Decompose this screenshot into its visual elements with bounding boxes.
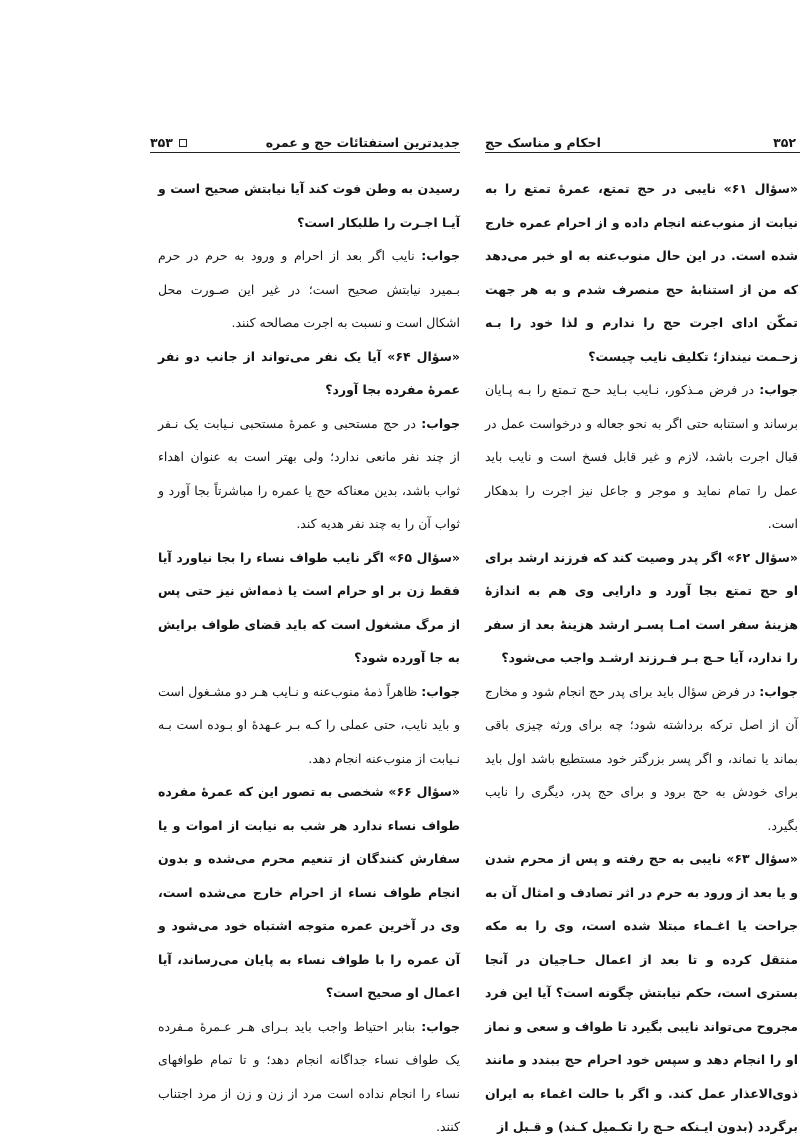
answer-paragraph [158, 675, 460, 776]
question-paragraph: «سؤال ۶۲» اگر پدر وصیت کند که فرزند ارشد برای او حج تمتع بجا آورد و دارایی وی هم به اندازهٔ هزینهٔ سفر است امـا پسـر ارشد هزینهٔ بعد از سفر را ندارد، آیا حـج بـر فـرزند ارشـد واجب می‌شود؟ [485, 549, 798, 665]
answer-paragraph [158, 1010, 460, 1144]
answer-text: در فرض مـذکور، نـایب بـاید حـج تـمتع را بـه پـایان برساند و استنابه حتی اگر به نحو جعاله و درخواست عمل در قبال اجرت باشد، لازم و غیر قابل فسخ است و نایب باید عمل را تمام نماید و موجر و جاعل نیز اجرت را بدهکار است. [485, 382, 798, 531]
left-header-title: جدیدترین استفتائات حج و عمره [265, 135, 460, 150]
answer-text: بنابر احتیاط واجب باید بـرای هـر عـمرهٔ مـفرده یک طواف نساء جداگانه انجام دهد؛ و تا تمام طوافهای نساء را انجام نداده است مرد از زن و زن از مرد اجتناب کنند. [158, 1018, 460, 1134]
answer-paragraph [158, 407, 460, 541]
right-header-title: احکام و مناسک حج [485, 135, 601, 150]
answer-label: جواب: [421, 1018, 460, 1034]
right-page-number: ۳۵۲ [773, 135, 796, 150]
question-paragraph: «سؤال ۶۵» اگر نایب طواف نساء را بجا نیاورد آیا فقط زن بر او حرام است یا ذمه‌اش نیز حتی پس از مرگ مشغول است که باید قضای طواف برایش به جا آورده شود؟ [158, 549, 460, 665]
square-bullet-icon [179, 139, 187, 147]
answer-text: نایب اگر بعد از احرام و ورود به حرم در حرم بـمیرد نیابتش صحیح است؛ در غیر این صـورت محل اشکال است و نسبت به اجرت مصالحه کنند. [158, 248, 460, 330]
question-paragraph: «سؤال ۶۴» آیا یک نفر می‌تواند از جانب دو نفر عمرهٔ مفرده بجا آورد؟ [158, 348, 461, 397]
answer-label: جواب: [759, 683, 798, 699]
answer-text: در فرض سؤال باید برای پدر حج انجام شود و مخارج آن از اصل ترکه برداشته شود؛ چه برای ورثه چیزی باقی بماند یا نماند، و اگر پسر بزرگتر خود مستطیع باشد اول باید برای خودش به حج برود و برای حج پدر، دیگری را نایب بگیرد. [485, 683, 798, 833]
question-paragraph: «سؤال ۶۳» نایبی به حج رفته و پس از محرم شدن و یا بعد از ورود به حرم در اثر تصادف و امثال آن به جراحت یا اغـماء مبتلا شده است، وی را به مکه منتقل کرده و تا بعد از اعمال حـاجیان در آنجا بستری است، حکم نیابتش چگونه است؟ آیا این فرد مجروح می‌تواند نایبی بگیرد تا طواف و سعی و نماز او را انجام دهد و سپس خود احرام حج ببندد و مانند ذوی‌الاعذار عمل کند. و اگر با حالت اغماء به ایران برگردد (بدون ایـنکه حـج را تکـمیل کـند) و قـبل از [485, 851, 798, 1134]
right-page-number-group [773, 135, 800, 150]
answer-paragraph [485, 675, 798, 843]
left-page-number: ۳۵۳ [150, 135, 173, 150]
answer-paragraph [158, 239, 460, 340]
left-running-head [150, 128, 460, 153]
answer-label: جواب: [421, 248, 460, 263]
left-page-body [158, 172, 460, 1144]
right-page [485, 0, 800, 1134]
question-paragraph: «سؤال ۶۱» نایبی در حج تمتع، عمرهٔ تمتع را به نیابت از منوب‌عنه انجام داده و از احرام عمره خارج شده است. در این حال منوب‌عنه به او خبر می‌دهد که من از استنابهٔ حج منصرف شدم و به هر جهت تمکّن ادای اجرت حج را ندارم و لذا خود را بـه زحـمت نینداز؛ تکلیف نایب چیست؟ [485, 181, 799, 364]
answer-text: در حج مستحبی و عمرهٔ مستحبی نـیابت یک نـفر از چند نفر مانعی ندارد؛ ولی بهتر است به عنوان اهداء ثواب باشد، بدین معناکه حج یا عمره را مباشرتاً بجا آورد و ثواب آن را به چند نفر هدیه کند. [158, 415, 460, 531]
left-page [150, 0, 485, 1134]
question-paragraph: «سؤال ۶۶» شخصی به تصور این که عمرهٔ مفرده طواف نساء ندارد هر شب به نیابت از اموات و یا سفارش کنندگان از تنعیم محرم می‌شده و بدون انجام طواف نساء از احرام خارج می‌شده است، وی در آخرین عمره متوجه اشتباه خود می‌شود و آن عمره را با طواف نساء به پایان می‌رساند، آیا اعمال او صحیح است؟ [158, 784, 461, 1000]
left-page-number-group [150, 135, 187, 150]
answer-label: جواب: [421, 683, 460, 699]
right-page-body [485, 172, 798, 1144]
right-running-head [485, 128, 800, 153]
answer-text: ظاهراً ذمهٔ منوب‌عنه و نـایب هـر دو مشـغول است و باید نایب، حتی عملی را کـه بـر عـهدهٔ او بـوده است بـه نـیابت از منوب‌عنه انجام دهد. [158, 683, 460, 766]
answer-paragraph [485, 373, 798, 541]
question-paragraph: رسیدن به وطن فوت کند آیا نیابتش صحیح است و آیـا اجـرت را طلبکار است؟ [158, 181, 460, 230]
answer-label: جواب: [759, 382, 798, 397]
answer-label: جواب: [421, 415, 460, 431]
